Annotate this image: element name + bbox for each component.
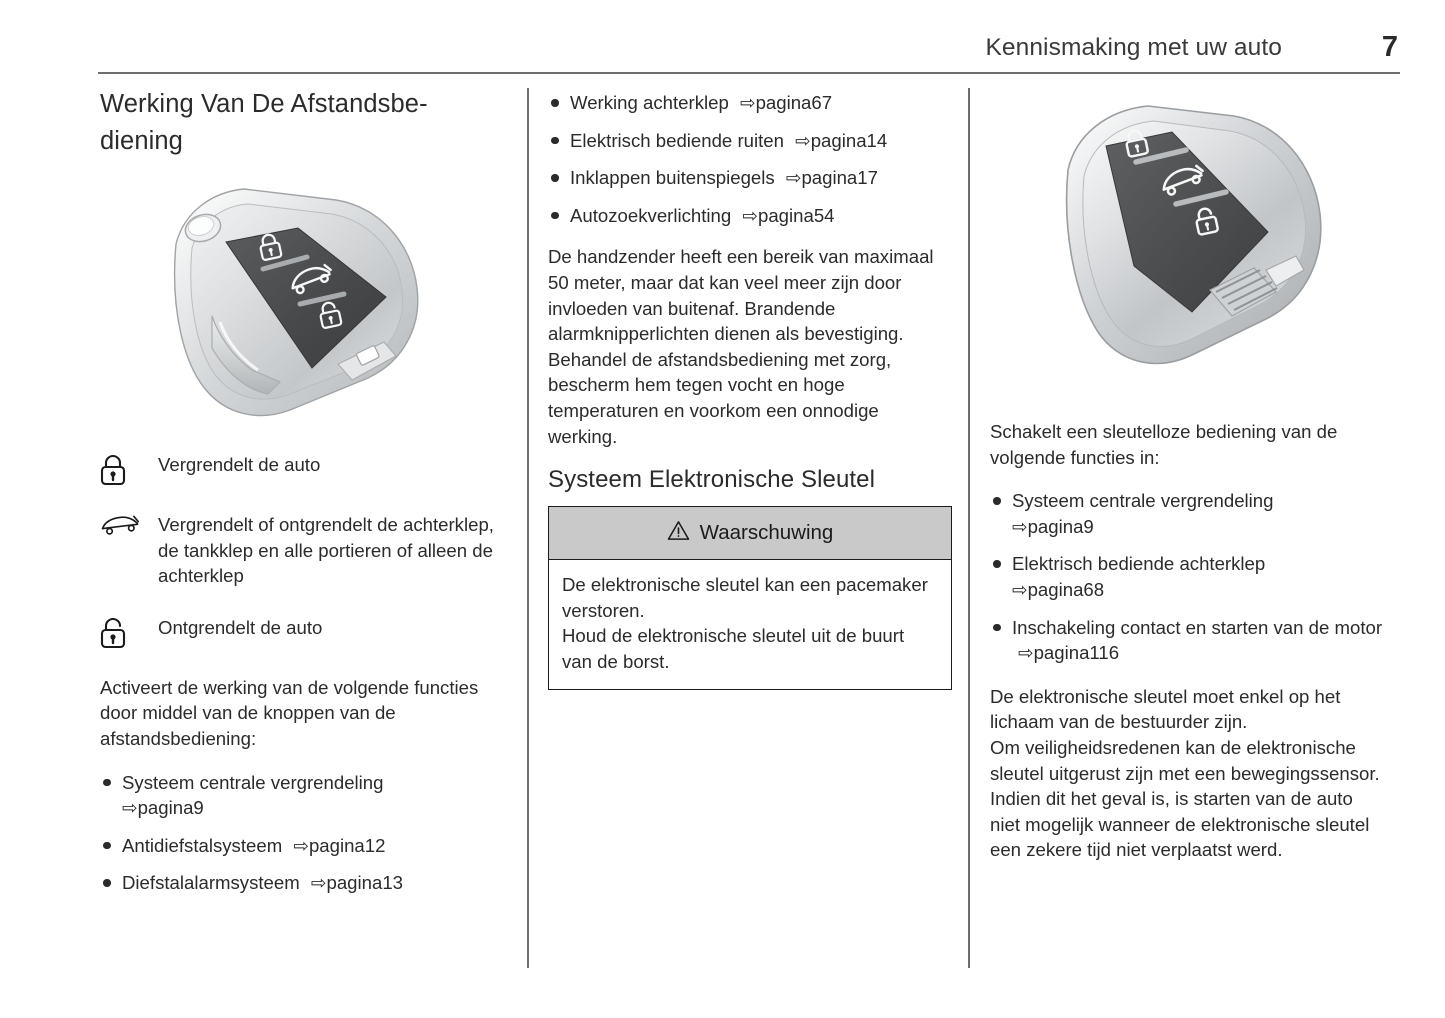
page-header — [98, 31, 1400, 76]
list-item-label: Autozoekverlichting — [570, 204, 732, 226]
list-item — [548, 90, 952, 116]
lock-open-icon — [100, 615, 158, 649]
warning-line-1: De elektronische sleutel kan een pacemaker verstoren. — [562, 574, 928, 621]
list-item-ref[interactable]: ⇨pagina13 — [310, 872, 404, 894]
column-left — [100, 86, 504, 896]
transmitter-care-paragraph: Behandel de afstandsbediening met zorg, bescherm hem tegen vocht en hoge temperaturen en voorkom een onnodige werking. — [548, 348, 892, 447]
list-item — [548, 128, 952, 154]
warning-line-2: Houd de elektronische sleutel uit de buurt van de borst. — [562, 625, 905, 672]
remote-functions-intro: Activeert de werking van de volgende functies door middel van de knoppen van de afstandsbediening: — [100, 676, 479, 749]
list-item-ref[interactable]: ⇨pagina67 — [739, 92, 833, 113]
list-item-ref[interactable]: ⇨pagina12 — [293, 834, 386, 856]
list-item — [990, 615, 1388, 666]
legend-row-tailgate — [100, 512, 504, 589]
legend-label-lock: Vergrendelt de auto — [158, 454, 321, 475]
list-item-label: Antidiefstalsysteem — [122, 834, 283, 856]
page-title: Kennismaking met uw auto — [985, 34, 1282, 61]
list-item — [990, 551, 1388, 602]
list-item-label: Inklappen buitenspiegels — [570, 167, 775, 189]
electronic-key-paragraph-3: niet mogelijk wanneer de elektronische sleutel een zekere tijd niet verplaatst werd. — [990, 813, 1370, 861]
list-item-ref[interactable]: ⇨pagina9 — [1012, 515, 1094, 537]
list-item-label: Diefstalalarmsysteem — [122, 872, 300, 894]
remote-functions-list-continued — [548, 90, 952, 228]
electronic-key-paragraph-2: Om veiligheidsredenen kan de elektronische sleutel uitgerust zijn met een bewegingssensor. Indien dit het geval is, is starten van de auto — [990, 736, 1380, 810]
list-item — [548, 203, 952, 229]
header-rule — [98, 72, 1400, 74]
list-item-label: Systeem centrale vergrendeling — [122, 771, 384, 793]
list-item-ref[interactable]: ⇨pagina54 — [742, 204, 835, 226]
list-item-label: Systeem centrale vergrendeling — [1012, 490, 1274, 512]
electronic-key-paragraph-1: De elektronische sleutel moet enkel op het lichaam van de bestuurder zijn. — [990, 685, 1341, 733]
legend-label-tailgate: Vergrendelt of ontgrendelt de achterklep, de tankklep en alle portieren of alleen de achterklep — [158, 514, 494, 587]
list-item — [100, 770, 504, 821]
legend-label-unlock: Ontgrendelt de auto — [158, 616, 323, 638]
remote-functions-list — [100, 770, 504, 896]
column-divider-left — [527, 88, 529, 968]
list-item-label: Inschakeling contact en starten van de motor — [1012, 616, 1383, 638]
button-legend-list — [100, 452, 504, 649]
warning-box-body — [549, 560, 951, 688]
section-title-remote-control: Werking Van De Afstandsbe- diening — [100, 90, 428, 155]
list-item-ref[interactable]: ⇨pagina17 — [785, 167, 878, 189]
section-title-electronic-key: Systeem Elektronische Sleutel — [548, 466, 876, 494]
list-item-label: Werking achterklep — [570, 92, 729, 113]
column-middle — [548, 86, 952, 690]
list-item — [100, 833, 504, 859]
column-divider-right — [968, 88, 970, 968]
car-side-icon — [100, 512, 158, 538]
warning-box-header — [549, 507, 951, 560]
page-number: 7 — [1381, 31, 1398, 63]
column-right — [990, 86, 1388, 863]
keyless-intro-paragraph: Schakelt een sleutelloze bediening van de volgende functies in: — [990, 421, 1338, 468]
list-item-ref[interactable]: ⇨pagina14 — [795, 129, 888, 151]
list-item-ref[interactable]: ⇨pagina116 — [1018, 642, 1120, 664]
list-item — [548, 165, 952, 191]
legend-row-unlock — [100, 615, 504, 649]
keyless-functions-list — [990, 488, 1388, 666]
legend-row-lock — [100, 452, 504, 486]
lock-closed-icon — [100, 452, 158, 486]
warning-box-title: Waarschuwing — [699, 521, 834, 545]
list-item-label: Elektrisch bediende achterklep — [1012, 553, 1266, 575]
transmitter-range-paragraph: De handzender heeft een bereik van maximaal 50 meter, maar dat kan veel meer zijn door invloeden van buitenaf. Brandende alarmknipperlichten dienen als bevestiging. — [548, 246, 934, 345]
list-item — [100, 870, 504, 896]
warning-triangle-icon — [667, 520, 690, 546]
list-item-ref[interactable]: ⇨pagina9 — [122, 797, 204, 819]
list-item — [990, 488, 1388, 539]
list-item-ref[interactable]: ⇨pagina68 — [1012, 578, 1105, 600]
warning-box — [548, 506, 952, 689]
list-item-label: Elektrisch bediende ruiten — [570, 129, 784, 151]
